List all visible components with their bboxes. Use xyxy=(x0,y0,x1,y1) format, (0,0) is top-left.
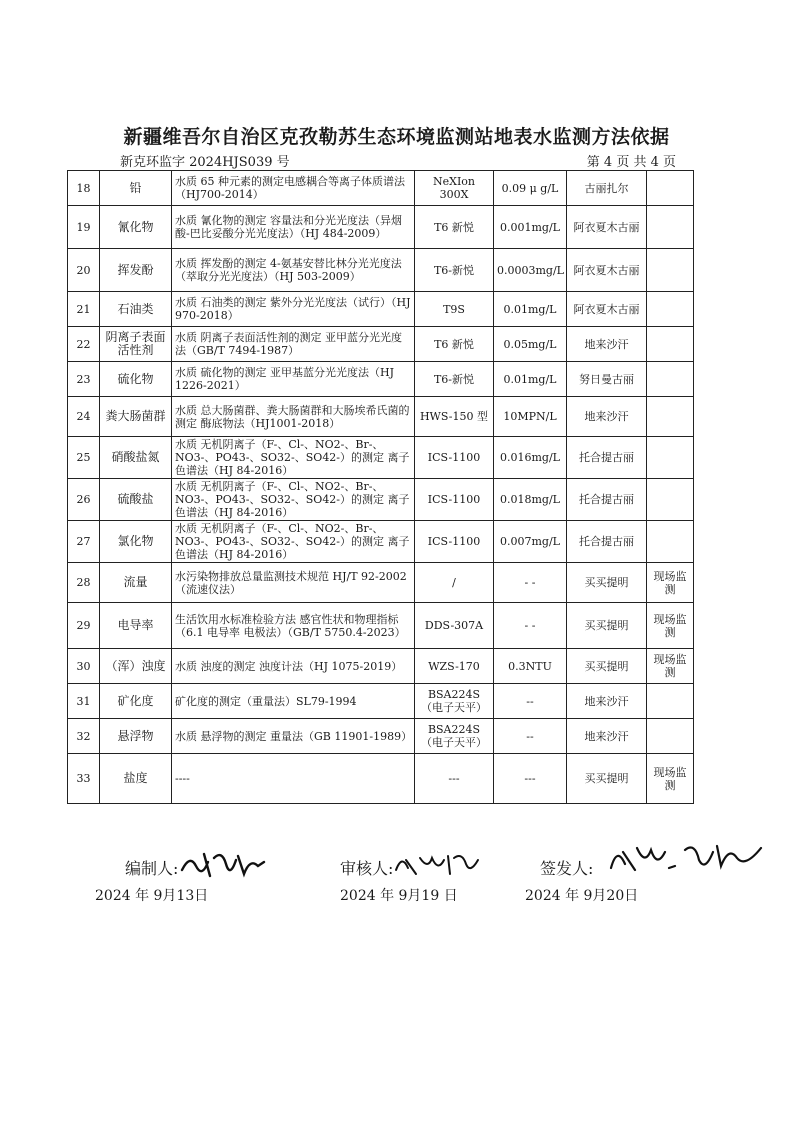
row-number: 30 xyxy=(68,649,100,684)
analyst: 阿衣夏木古丽 xyxy=(567,206,647,249)
table-row xyxy=(68,171,694,206)
item-name: 阴离子表面活性剂 xyxy=(100,327,172,362)
table-row xyxy=(68,563,694,603)
instrument: DDS-307A xyxy=(415,603,494,649)
note xyxy=(647,521,694,563)
analyst: 阿衣夏木古丽 xyxy=(567,292,647,327)
table-row xyxy=(68,206,694,249)
method-text: 水质 氰化物的测定 容量法和分光光度法（异烟酸-巴比妥酸分光光度法）（HJ 484-2009） xyxy=(172,206,415,249)
method-text: 矿化度的测定（重量法）SL79-1994 xyxy=(172,684,415,719)
method-text: ---- xyxy=(172,754,415,804)
item-name: 挥发酚 xyxy=(100,249,172,292)
detection-limit: 0.016mg/L xyxy=(494,437,567,479)
detection-limit: 0.007mg/L xyxy=(494,521,567,563)
analyst: 托合提古丽 xyxy=(567,479,647,521)
note: 现场监测 xyxy=(647,563,694,603)
method-text: 水质 无机阴离子（F-、Cl-、NO2-、Br-、NO3-、PO43-、SO32-、SO42-）的测定 离子色谱法（HJ 84-2016） xyxy=(172,521,415,563)
method-text: 水质 硫化物的测定 亚甲基蓝分光光度法（HJ 1226-2021） xyxy=(172,362,415,397)
detection-limit: 10MPN/L xyxy=(494,397,567,437)
instrument: T6-新悦 xyxy=(415,249,494,292)
reviewer-label: 审核人: xyxy=(340,859,394,878)
document-subline xyxy=(120,151,676,170)
table-row xyxy=(68,754,694,804)
method-text: 水质 总大肠菌群、粪大肠菌群和大肠埃希氏菌的测定 酶底物法（HJ1001-2018） xyxy=(172,397,415,437)
item-name: 氯化物 xyxy=(100,521,172,563)
note xyxy=(647,171,694,206)
row-number: 32 xyxy=(68,719,100,754)
note xyxy=(647,249,694,292)
instrument: BSA224S（电子天平） xyxy=(415,719,494,754)
table-row xyxy=(68,684,694,719)
methods-table xyxy=(67,170,694,804)
method-text: 水质 挥发酚的测定 4-氨基安替比林分光光度法（萃取分光光度法）（HJ 503-2009） xyxy=(172,249,415,292)
analyst: 买买提明 xyxy=(567,754,647,804)
method-text: 水质 浊度的测定 浊度计法（HJ 1075-2019） xyxy=(172,649,415,684)
instrument: ICS-1100 xyxy=(415,479,494,521)
detection-limit: 0.001mg/L xyxy=(494,206,567,249)
method-text: 水污染物排放总量监测技术规范 HJ/T 92-2002（流速仪法） xyxy=(172,563,415,603)
row-number: 31 xyxy=(68,684,100,719)
compiler-label: 编制人: xyxy=(125,859,179,878)
item-name: 悬浮物 xyxy=(100,719,172,754)
instrument: HWS-150 型 xyxy=(415,397,494,437)
analyst: 努日曼古丽 xyxy=(567,362,647,397)
table-row xyxy=(68,437,694,479)
method-text: 水质 悬浮物的测定 重量法（GB 11901-1989） xyxy=(172,719,415,754)
instrument: BSA224S（电子天平） xyxy=(415,684,494,719)
analyst: 买买提明 xyxy=(567,603,647,649)
analyst: 地来沙汗 xyxy=(567,327,647,362)
row-number: 25 xyxy=(68,437,100,479)
row-number: 23 xyxy=(68,362,100,397)
row-number: 26 xyxy=(68,479,100,521)
instrument: NeXIon 300X xyxy=(415,171,494,206)
item-name: 矿化度 xyxy=(100,684,172,719)
analyst: 古丽扎尔 xyxy=(567,171,647,206)
item-name: 氰化物 xyxy=(100,206,172,249)
compiler-signature xyxy=(178,848,268,882)
row-number: 19 xyxy=(68,206,100,249)
row-number: 24 xyxy=(68,397,100,437)
item-name: 硝酸盐氮 xyxy=(100,437,172,479)
row-number: 28 xyxy=(68,563,100,603)
reviewer-date: 2024 年 9月19 日 xyxy=(340,888,458,904)
table-row xyxy=(68,479,694,521)
row-number: 20 xyxy=(68,249,100,292)
instrument: ICS-1100 xyxy=(415,521,494,563)
detection-limit: --- xyxy=(494,754,567,804)
method-text: 生活饮用水标准检验方法 感官性状和物理指标（6.1 电导率 电极法）（GB/T 5750.4-2023） xyxy=(172,603,415,649)
item-name: 电导率 xyxy=(100,603,172,649)
instrument: ICS-1100 xyxy=(415,437,494,479)
item-name: 盐度 xyxy=(100,754,172,804)
item-name: 粪大肠菌群 xyxy=(100,397,172,437)
detection-limit: 0.01mg/L xyxy=(494,362,567,397)
table-row xyxy=(68,327,694,362)
note xyxy=(647,206,694,249)
note xyxy=(647,437,694,479)
item-name: （浑）浊度 xyxy=(100,649,172,684)
row-number: 33 xyxy=(68,754,100,804)
table-row xyxy=(68,719,694,754)
methods-table-body xyxy=(68,171,694,804)
item-name: 铅 xyxy=(100,171,172,206)
detection-limit: 0.05mg/L xyxy=(494,327,567,362)
analyst: 地来沙汗 xyxy=(567,684,647,719)
analyst: 地来沙汗 xyxy=(567,397,647,437)
instrument: WZS-170 xyxy=(415,649,494,684)
table-row xyxy=(68,603,694,649)
detection-limit: -- xyxy=(494,719,567,754)
row-number: 27 xyxy=(68,521,100,563)
instrument: T6 新悦 xyxy=(415,327,494,362)
instrument: --- xyxy=(415,754,494,804)
note: 现场监测 xyxy=(647,754,694,804)
page-info: 第 4 页 共 4 页 xyxy=(586,155,676,170)
analyst: 买买提明 xyxy=(567,649,647,684)
table-row xyxy=(68,521,694,563)
detection-limit: - - xyxy=(494,603,567,649)
item-name: 硫化物 xyxy=(100,362,172,397)
note xyxy=(647,397,694,437)
row-number: 18 xyxy=(68,171,100,206)
doc-number: 新克环监字 2024HJS039 号 xyxy=(120,155,290,170)
instrument: T9S xyxy=(415,292,494,327)
table-row xyxy=(68,292,694,327)
issuer-signature xyxy=(605,838,765,878)
note xyxy=(647,327,694,362)
detection-limit: - - xyxy=(494,563,567,603)
table-row xyxy=(68,649,694,684)
item-name: 硫酸盐 xyxy=(100,479,172,521)
instrument: / xyxy=(415,563,494,603)
note xyxy=(647,292,694,327)
method-text: 水质 65 种元素的测定电感耦合等离子体质谱法（HJ700-2014） xyxy=(172,171,415,206)
issuer-label: 签发人: xyxy=(540,859,594,878)
issuer-date: 2024 年 9月20日 xyxy=(525,888,639,904)
detection-limit: 0.0003mg/L xyxy=(494,249,567,292)
row-number: 21 xyxy=(68,292,100,327)
detection-limit: 0.09 μ g/L xyxy=(494,171,567,206)
compiler-date: 2024 年 9月13日 xyxy=(95,888,209,904)
row-number: 29 xyxy=(68,603,100,649)
reviewer-signature xyxy=(392,850,482,880)
detection-limit: 0.018mg/L xyxy=(494,479,567,521)
analyst: 托合提古丽 xyxy=(567,437,647,479)
analyst: 阿衣夏木古丽 xyxy=(567,249,647,292)
table-row xyxy=(68,397,694,437)
method-text: 水质 阴离子表面活性剂的测定 亚甲蓝分光光度法（GB/T 7494-1987） xyxy=(172,327,415,362)
detection-limit: -- xyxy=(494,684,567,719)
method-text: 水质 无机阴离子（F-、Cl-、NO2-、Br-、NO3-、PO43-、SO32-、SO42-）的测定 离子色谱法（HJ 84-2016） xyxy=(172,437,415,479)
detection-limit: 0.3NTU xyxy=(494,649,567,684)
table-row xyxy=(68,249,694,292)
instrument: T6-新悦 xyxy=(415,362,494,397)
note xyxy=(647,479,694,521)
document-title: 新疆维吾尔自治区克孜勒苏生态环境监测站地表水监测方法依据 xyxy=(123,126,670,148)
analyst: 托合提古丽 xyxy=(567,521,647,563)
item-name: 流量 xyxy=(100,563,172,603)
row-number: 22 xyxy=(68,327,100,362)
detection-limit: 0.01mg/L xyxy=(494,292,567,327)
note: 现场监测 xyxy=(647,603,694,649)
analyst: 买买提明 xyxy=(567,563,647,603)
instrument: T6 新悦 xyxy=(415,206,494,249)
item-name: 石油类 xyxy=(100,292,172,327)
method-text: 水质 石油类的测定 紫外分光光度法（试行）（HJ 970-2018） xyxy=(172,292,415,327)
note: 现场监测 xyxy=(647,649,694,684)
table-row xyxy=(68,362,694,397)
analyst: 地来沙汗 xyxy=(567,719,647,754)
note xyxy=(647,719,694,754)
method-text: 水质 无机阴离子（F-、Cl-、NO2-、Br-、NO3-、PO43-、SO32-、SO42-）的测定 离子色谱法（HJ 84-2016） xyxy=(172,479,415,521)
note xyxy=(647,684,694,719)
note xyxy=(647,362,694,397)
